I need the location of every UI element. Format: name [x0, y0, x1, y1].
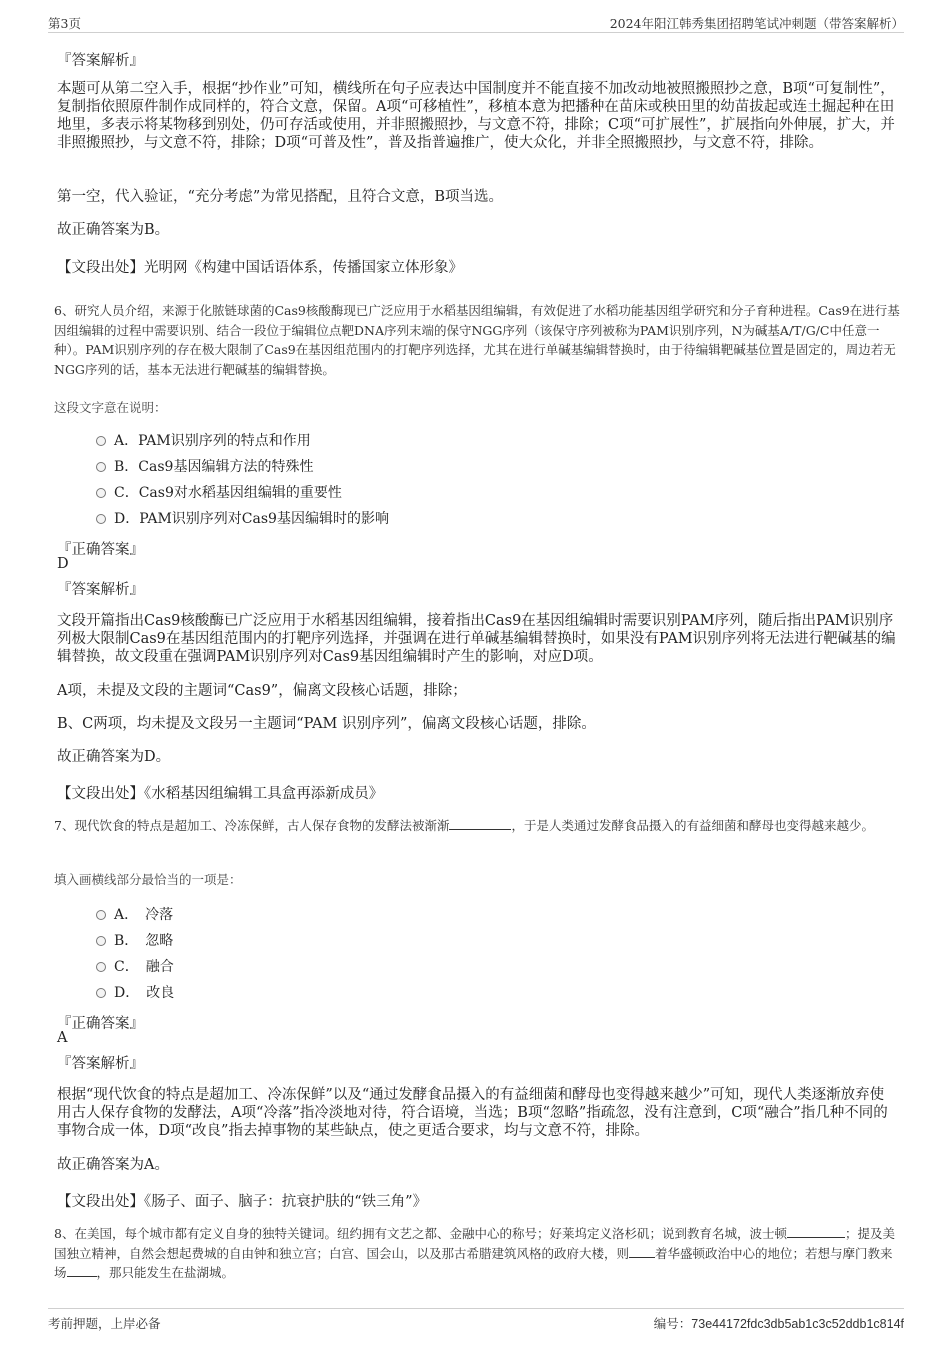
option-label: C． 融合: [114, 959, 174, 975]
radio-icon[interactable]: [96, 488, 106, 498]
page-header: [48, 12, 904, 33]
q6-analysis-label: 『答案解析』: [57, 582, 144, 598]
q7-stem: [54, 816, 900, 836]
option-label: D．PAM识别序列对Cas9基因编辑时的影响: [114, 511, 389, 527]
q6-analysis-paragraph-1: 文段开篇指出Cas9核酸酶已广泛应用于水稻基因组编辑，接着指出Cas9在基因组编辑时需要识别PAM序列，随后指出PAM识别序列极大限制Cas9在基因组范围内的打靶序列选择，并强调在进行单碱基编辑替换时，如果没有PAM识别序列将无法进行靶碱基的编辑替换，故文段重在强调PAM识别序列对Cas9基因组编辑时产生的影响，对应D项。: [57, 613, 896, 665]
q5-conclusion: 故正确答案为B。: [57, 222, 170, 238]
q8-stem-part-4: ，那只能发生在盐湖城。: [96, 1265, 235, 1280]
q7-blank: [449, 818, 511, 830]
q6-option-d[interactable]: [96, 510, 389, 528]
radio-icon[interactable]: [96, 462, 106, 472]
q6-answer-label: 『正确答案』: [57, 542, 144, 558]
footer-code: [654, 1314, 904, 1332]
q6-stem: 6、研究人员介绍，来源于化脓链球菌的Cas9核酸酶现已广泛应用于水稻基因组编辑，有效促进了水稻功能基因组学研究和分子育种进程。Cas9在进行基因组编辑的过程中需要识别、结合一段位于编辑位点靶DNA序列末端的保守NGG序列（该保守序列被称为PAM识别序列，N为碱基A/T/G/C中任意一种）。PAM识别序列的存在极大限制了Cas9在基因组范围内的打靶序列选择，尤其在进行单碱基编辑替换时，由于待编辑靶碱基位置是固定的，周边若无NGG序列的话，基本无法进行靶碱基的编辑替换。: [54, 303, 900, 377]
radio-icon[interactable]: [96, 514, 106, 524]
q8-blank-1: [787, 1226, 845, 1238]
q7-option-c[interactable]: [96, 958, 174, 976]
q6-option-c[interactable]: [96, 484, 342, 502]
q8-blank-2: [629, 1246, 655, 1258]
q6-answer: D: [57, 556, 69, 572]
q5-analysis-paragraph-2: 第一空，代入验证，“充分考虑”为常见搭配，且符合文意，B项当选。: [57, 189, 503, 205]
q6-prompt: 这段文字意在说明：: [54, 400, 167, 415]
q6-option-a[interactable]: [96, 432, 311, 450]
q7-stem-after: ，于是人类通过发酵食品摄入的有益细菌和酵母也变得越来越少。: [511, 818, 874, 833]
q5-analysis-label: 『答案解析』: [57, 53, 144, 69]
footer-code-value: 73e44172fdc3db5ab1c3c52ddb1c814f: [691, 1317, 904, 1331]
footer-code-label: 编号：: [653, 1316, 692, 1331]
radio-icon[interactable]: [96, 936, 106, 946]
q6-analysis-paragraph-3: B、C两项，均未提及文段另一主题词“PAM 识别序列”，偏离文段核心话题，排除。: [57, 716, 596, 732]
q5-source: 【文段出处】光明网《构建中国话语体系，传播国家立体形象》: [57, 260, 463, 276]
option-label: B． 忽略: [114, 933, 174, 949]
q7-answer-label: 『正确答案』: [57, 1016, 144, 1032]
option-label: A．PAM识别序列的特点和作用: [114, 433, 311, 449]
option-label: B．Cas9基因编辑方法的特殊性: [114, 459, 314, 475]
q7-conclusion: 故正确答案为A。: [57, 1157, 169, 1173]
option-label: D． 改良: [114, 985, 175, 1001]
q6-conclusion: 故正确答案为D。: [57, 749, 171, 765]
radio-icon[interactable]: [96, 436, 106, 446]
q7-option-d[interactable]: [96, 984, 174, 1002]
q6-source: 【文段出处】《水稻基因组编辑工具盒再添新成员》: [57, 786, 384, 802]
q8-stem-part-2: ；提及美国独立精神，自然会想起费城的自由钟和独立宫；白宫、国会山，以及那古希腊建筑风格的政府大楼，则: [54, 1226, 895, 1261]
option-label: C．Cas9对水稻基因组编辑的重要性: [114, 485, 342, 501]
q6-analysis-paragraph-2: A项，未提及文段的主题词“Cas9”，偏离文段核心话题，排除；: [57, 683, 467, 699]
radio-icon[interactable]: [96, 988, 106, 998]
radio-icon[interactable]: [96, 962, 106, 972]
q7-source: 【文段出处】《肠子、面子、脑子：抗衰护肤的“铁三角”》: [57, 1194, 428, 1210]
q8-stem-part-1: 8、在美国，每个城市都有定义自身的独特关键词。纽约拥有文艺之都、金融中心的称号；好莱坞定义洛杉矶；说到教育名城，波士顿: [54, 1226, 787, 1241]
q7-prompt: 填入画横线部分最恰当的一项是：: [54, 872, 242, 887]
page-footer: [48, 1308, 904, 1331]
q7-analysis-label: 『答案解析』: [57, 1056, 144, 1072]
q8-stem-part-3: 着华盛顿政治中心的地位；若想与摩门教来场: [54, 1245, 893, 1280]
q8-stem: [54, 1224, 900, 1283]
option-label: A． 冷落: [114, 907, 174, 923]
q7-answer: A: [57, 1030, 68, 1046]
q8-blank-3: [67, 1265, 97, 1277]
q7-analysis-paragraph-1: 根据“现代饮食的特点是超加工、冷冻保鲜”以及“通过发酵食品摄入的有益细菌和酵母也变得越来越少”可知，现代人类逐渐放弃使用古人保存食物的发酵法，A项“冷落”指冷淡地对待，符合语境，当选；B项“忽略”指疏忽，没有注意到，C项“融合”指几种不同的事物合成一体，D项“改良”指去掉事物的某些缺点，使之更适合要求，均与文意不符，排除。: [57, 1087, 888, 1139]
radio-icon[interactable]: [96, 910, 106, 920]
q7-option-b[interactable]: [96, 932, 173, 950]
q7-option-a[interactable]: [96, 906, 173, 924]
q7-stem-before: 7、现代饮食的特点是超加工、冷冻保鲜，古人保存食物的发酵法被渐渐: [54, 818, 450, 833]
page-number: 第3页: [48, 16, 81, 31]
footer-slogan: 考前押题，上岸必备: [48, 1316, 161, 1331]
q5-analysis-paragraph-1: 本题可从第二空入手，根据“抄作业”可知，横线所在句子应表达中国制度并不能直接不加改动地被照搬照抄之意，B项“可复制性”，复制指依照原件制作成同样的，符合文意，保留。A项“可移植性”，移植本意为把播种在苗床或秧田里的幼苗拔起或连土掘起种在田地里，多表示将某物移到别处，仍可存活或使用，并非照搬照抄，与文意不符，排除；C项“可扩展性”，扩展指向外伸展，扩大，并非照搬照抄，与文意不符，排除；D项“可普及性”，普及指普遍推广，使大众化，并非全照搬照抄，与文意不符，排除。: [57, 81, 895, 151]
q6-option-b[interactable]: [96, 458, 313, 476]
document-title: 2024年阳江韩秀集团招聘笔试冲刺题（带答案解析）: [609, 16, 904, 31]
